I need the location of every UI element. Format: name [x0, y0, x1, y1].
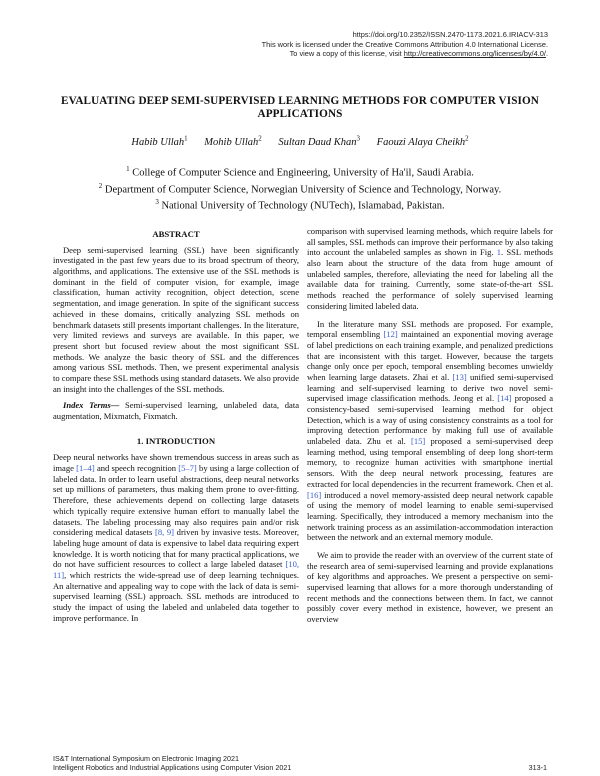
introduction-paragraph — [53, 452, 299, 623]
citation-link[interactable]: [14] — [497, 393, 512, 404]
citation-link[interactable]: [12] — [383, 329, 398, 340]
author: Faouzi Alaya Cheikh$^2$ — [376, 134, 469, 148]
text-run: . SSL methods also learn about the structure of the data from huge amount of unlabeled samples, therefore, alleviating the need for labeling all the available data for training. Currently, some state-of-the-art SSL methods reached the performance of solely supervised learning considering limited labeled data. — [307, 247, 553, 311]
text-run: Deep neural networks have shown tremendous success in areas such as image — [53, 452, 299, 474]
text-run: driven by invasive tests. Moreover, labeling huge amount of data is expensive to label data requiring expert knowledge. It is worth noticing that for many practical applications, we do not have sufficient resources to collect a large labeled dataset — [53, 527, 300, 570]
text-run: We aim to provide the reader with an overview of the current state of the research area of semi-supervised learning and provide explanations of key algorithms and approaches. We present a perspective on semi-supervised learning that allows for a more thorough understanding of recent methods and the connections between them. In fact, we cannot possibly cover every method in existence, however, we present an overview — [307, 549, 553, 625]
introduction-heading: 1. INTRODUCTION — [136, 435, 216, 446]
license-view-line: To view a copy of this license, visit http://creativecommons.org/licenses/by/4.0/. — [289, 49, 548, 59]
citation-link[interactable]: [15] — [411, 436, 426, 447]
citation-link[interactable]: [1–4] — [76, 463, 95, 474]
citation-link[interactable]: 1 — [496, 247, 502, 258]
text-run: unified semi-supervised learning and self-supervised learning to derive two novel semi-supervised image classification methods. Jeong et al. — [307, 371, 553, 404]
affiliation-line: $^3$ National University of Technology (NUTech), Islamabad, Pakistan. — [155, 198, 445, 212]
page-number: 313-1 — [528, 762, 547, 772]
text-run: by using a large collection of labeled data. In order to learn useful abstractions, deep neural networks set up millions of parameters, thus making them prone to over-fitting. Therefore, these achievements depend on collecting large datasets which typically require extensive human effort to manually label the datasets. The labeling processing may also requires pain and/or risk considering medical datasets — [53, 463, 299, 538]
author: Mohib Ullah$^2$ — [204, 134, 262, 148]
citation-link[interactable]: [16] — [307, 489, 322, 500]
doi-link[interactable]: https://doi.org/10.2352/ISSN.2470-1173.2021.6.IRIACV-313 — [352, 30, 548, 39]
text-run: proposed a consistency-based semi-supervised learning method for object Detection, which is a way of using consistency constraints as a tool for improving detection performance by making full use of available unlabeled data. Zhu et al. — [307, 393, 554, 447]
license-header — [208, 30, 548, 59]
citation-link[interactable]: [5–7] — [178, 463, 197, 474]
text-run: introduced a novel memory-assisted deep neural network capable of using the memory of model learning to enable semi-supervised learning. Specifically, they introduced a memory mechanism into the network training process as an assimilation-accommodation interaction between the network and an external memory module. — [307, 489, 553, 543]
footer-track: Intelligent Robotics and Industrial Applications using Computer Vision 2021 — [53, 762, 292, 772]
affiliation-line: $^1$ College of Computer Science and Engineering, University of Ha'il, Saudi Arabia. — [126, 165, 474, 179]
paper-title: EVALUATING DEEP SEMI-SUPERVISED LEARNING METHODS FOR COMPUTER VISION APPLICATIONS — [61, 95, 539, 120]
right-column — [307, 226, 553, 625]
author-list — [40, 134, 560, 148]
author: Habib Ullah$^1$ — [131, 134, 188, 148]
affiliation-line: $^2$ Department of Computer Science, Norwegian University of Science and Technology, Norway. — [98, 181, 502, 196]
left-column — [53, 229, 299, 623]
affiliations — [40, 163, 560, 213]
license-url-link[interactable]: http://creativecommons.org/licenses/by/4.0/ — [403, 49, 546, 59]
footer-conference: IS&T International Symposium on Electronic Imaging 2021 — [53, 754, 240, 763]
abstract-text: Deep semi-supervised learning (SSL) have been significantly investigated in the past few years due to its broad spectrum of theory, algorithms, and applications. The extensive use of the SSL methods is dominant in the field of computer vision, for example, image classification, human activity recognition, object detection, scene segmentation, and image generation. In spite of the significant success achieved in these domains, critically analyzing SSL methods on benchmark datasets still presents important challenges. In the literature, very limited reviews and surveys are available. In this paper, we present short but focused review about the most significant SSL methods. We analyze the basic theory of SSL and the differences among various SSL methods. Then, we present experimental analysis to compare these SSL methods using standard datasets. We also provide an insight into the challenges of the SSL methods. — [53, 244, 299, 394]
text-run: In the literature many SSL methods are proposed. For example, temporal ensembling — [307, 318, 553, 340]
text-run: and speech recognition — [94, 463, 179, 474]
citation-link[interactable]: [8, 9] — [154, 527, 175, 538]
text-run: proposed a semi-supervised deep learning method, using temporal ensembling of deep long short-term memory, to recognize human activities with smartphone inertial sensors. With the deep neural network processing, features are extracted for local dependencies in the recurrent framework. Chen et al. — [307, 436, 553, 489]
citation-link[interactable]: [10, 11] — [53, 559, 299, 580]
body-paragraph — [307, 319, 553, 543]
abstract-heading: ABSTRACT — [152, 229, 200, 239]
license-line: This work is licensed under the Creative Commons Attribution 4.0 International License. — [261, 39, 548, 49]
body-paragraph — [307, 550, 553, 625]
citation-link[interactable]: [13] — [452, 371, 467, 382]
text-run: , which restricts the wide-spread use of deep learning techniques. An alternative and appealing way to cope with the lack of data is semi-supervised learning (SSL) approach. SSL methods are introduced to study the impact of using the labeled and unlabeled data together to improve performance. In — [53, 569, 299, 623]
text-run: maintained an exponential moving average of label predictions on each training example, and penalized predictions that are inconsistent with this target. However, because the targets change only once per epoch, temporal ensembling becomes unwieldy when learning large datasets. Zhai et al. — [307, 329, 554, 382]
body-paragraph — [307, 226, 553, 312]
page-footer — [53, 755, 547, 772]
text-run: comparison with supervised learning methods, which require labels for all samples, SSL methods can improve their performance by also taking into account the unlabeled samples as shown in Fig. — [307, 226, 553, 258]
index-terms: Index Terms— Semi-supervised learning, unlabeled data, data augmentation, Mixmatch, Fixmatch. — [53, 400, 299, 421]
author: Sultan Daud Khan$^3$ — [278, 134, 361, 148]
